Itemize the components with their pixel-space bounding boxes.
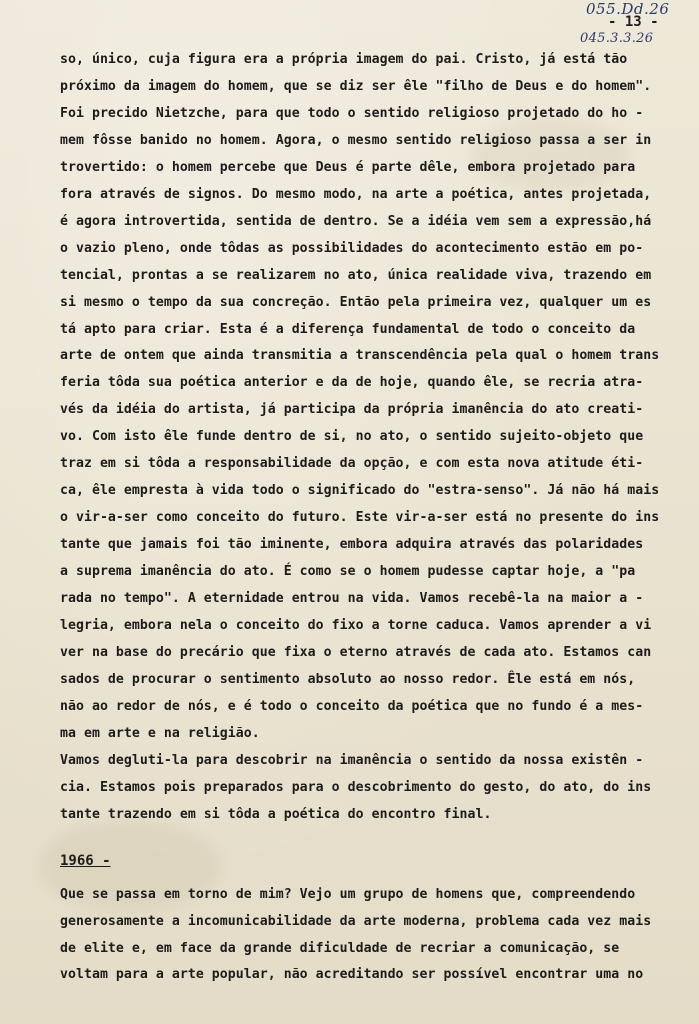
archive-code-secondary: 045.3.3.26 <box>580 31 654 46</box>
text-line: cia. Estamos pois preparados para o descobrimento do gesto, do ato, do ins <box>60 779 652 795</box>
text-line: não ao redor de nós, e é todo o conceito da poética que no fundo é a mes- <box>60 698 644 714</box>
text-line: arte de ontem que ainda transmitia a transcendência pela qual o homem trans <box>60 348 660 364</box>
text-line: tante trazendo em si tôda a poética do encontro final. <box>60 806 492 822</box>
text-line: é agora introvertida, sentida de dentro. Se a idéia vem sem a expressão,há <box>60 213 652 229</box>
text-line: legria, embora nela o conceito do fixo a torne caduca. Vamos aprender a vi <box>60 617 652 633</box>
text-line: voltam para a arte popular, não acreditando ser possível encontrar uma no <box>60 967 644 983</box>
paper-stain <box>470 120 630 190</box>
archive-code: 055.Dd.26 <box>586 0 670 18</box>
text-line: traz em si tôda a responsabilidade da opção, e com esta nova atitude éti- <box>60 456 644 472</box>
text-line: próximo da imagem do homem, que se diz ser êle "filho de Deus e do homem". <box>60 78 652 94</box>
text-line: rada no tempo". A eternidade entrou na vida. Vamos recebê-la na maior a - <box>60 591 644 606</box>
text-line: ma em arte e na religião. <box>60 725 260 741</box>
text-line: mem fôsse banido no homem. Agora, o mesmo sentido religioso passa a ser in <box>60 132 652 148</box>
text-line: vés da idéia do artista, já participa da própria imanência do ato creati- <box>60 402 644 418</box>
section-heading: 1966 - <box>60 853 111 869</box>
text-line: trovertido: o homem percebe que Deus é parte dêle, embora projetado para <box>60 159 636 175</box>
text-line: si mesmo o tempo da sua concreção. Então pela primeira vez, qualquer um es <box>60 294 652 310</box>
text-line: ver na base do precário que fixa o eterno através de cada ato. Estamos can <box>60 644 652 660</box>
text-line: feria tôda sua poética anterior e da de hoje, quando êle, se recria atra- <box>60 375 644 391</box>
page-number: - 13 - <box>608 14 659 30</box>
text-line: ca, êle empresta à vida todo o significado do "estra-senso". Já não há mais <box>60 483 660 499</box>
text-line: de elite e, em face da grande dificuldade de recriar a comunicação, se <box>60 940 620 956</box>
text-line: Foi precido Nietzche, para que todo o sentido religioso projetado do ho - <box>60 105 644 121</box>
text-line: a suprema imanência do ato. É como se o homem pudesse captar hoje, a "pa <box>60 564 636 580</box>
text-line: tá apto para criar. Esta é a diferença fundamental de todo o conceito da <box>60 321 636 337</box>
text-line: fora através de signos. Do mesmo modo, na arte a poética, antes projetada, <box>60 186 652 202</box>
text-line: tencial, prontas a se realizarem no ato, única realidade viva, trazendo em <box>60 267 652 283</box>
text-line: Vamos degluti-la para descobrir na imanência o sentido da nossa existên - <box>60 752 644 768</box>
text-line: generosamente a incomunicabilidade da arte moderna, problema cada vez mais <box>60 913 652 929</box>
text-line: tante que jamais foi tão iminente, embora adquira através das polaridades <box>60 537 644 553</box>
text-line: so, único, cuja figura era a própria imagem do pai. Cristo, já está tão <box>60 52 628 67</box>
text-line: vo. Com isto êle funde dentro de si, no ato, o sentido sujeito-objeto que <box>60 429 644 445</box>
text-line: sados de procurar o sentimento absoluto ao nosso redor. Êle está em nós, <box>60 671 636 687</box>
text-line: o vazio pleno, onde tôdas as possibilidades do acontecimento estão em po- <box>60 240 644 256</box>
text-line: Que se passa em torno de mim? Vejo um grupo de homens que, compreendendo <box>60 887 636 902</box>
text-line: o vir-a-ser como conceito do futuro. Este vir-a-ser está no presente do ins <box>60 510 660 526</box>
